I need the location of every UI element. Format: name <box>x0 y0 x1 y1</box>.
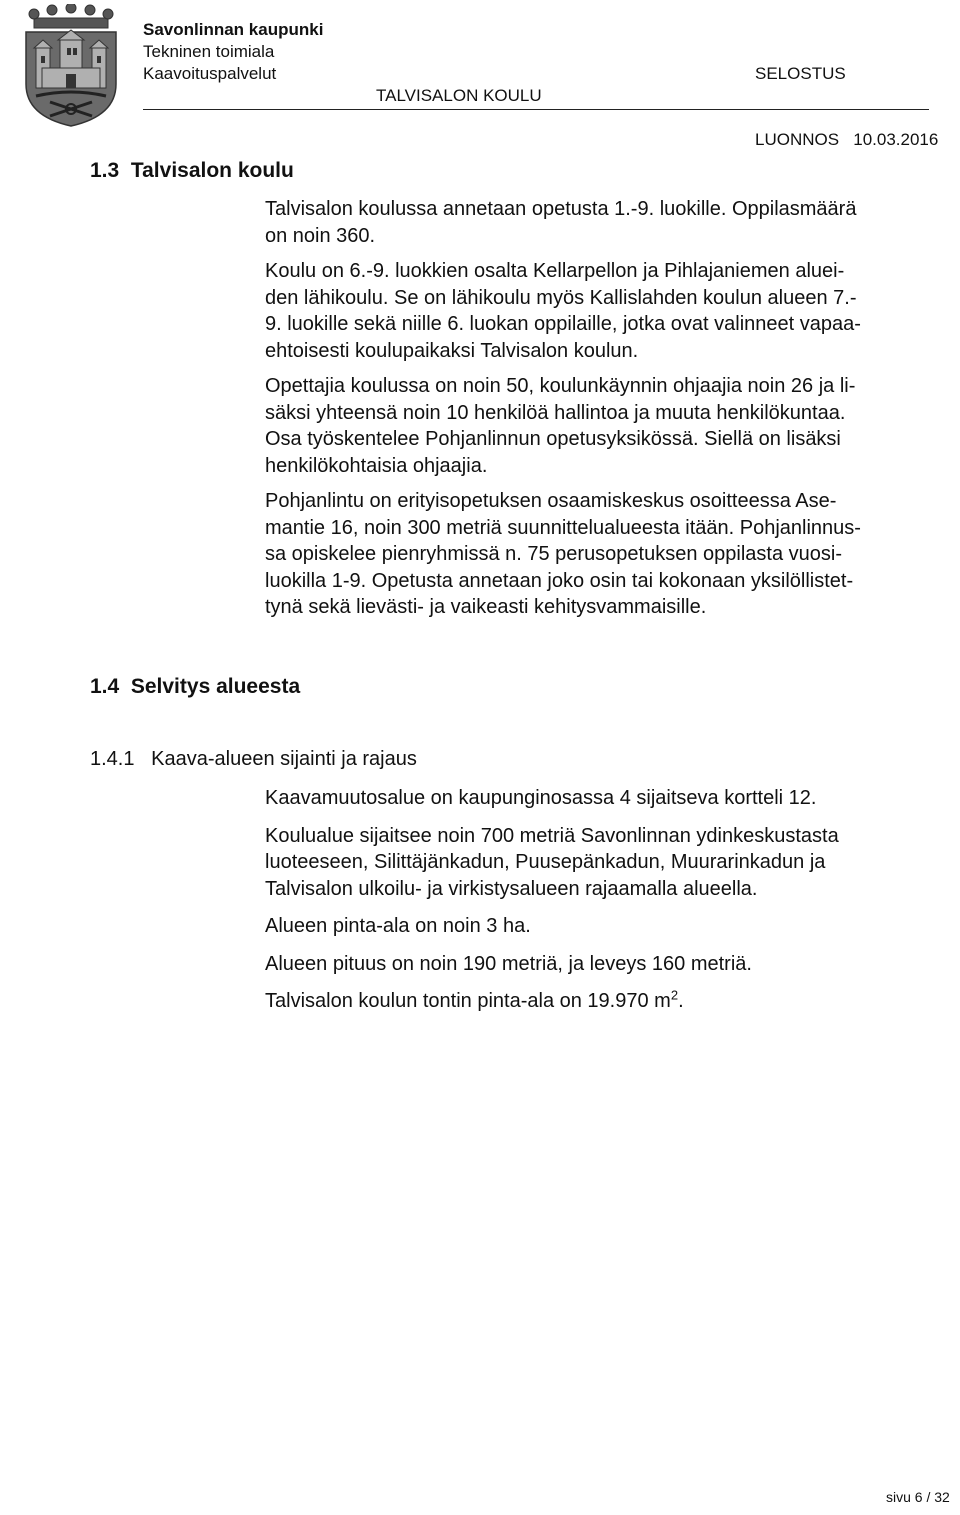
document-type: SELOSTUS <box>755 64 846 83</box>
paragraph: Koulu on 6.-9. luokkien osalta Kellarpellon ja Pihlajaniemen aluei- den lähikoulu. Se on lähikoulu myös Kallislahden koulun alueen 7.- 9. luokille sekä niille 6. luokan oppilaille, jotka ovat valinneet vapaa- ehtoisesti koulupaikaksi Talvisalon koulun. <box>265 260 861 362</box>
header-right <box>755 19 938 173</box>
document-date: 10.03.2016 <box>853 130 939 149</box>
plot-area-text: Talvisalon koulun tontin pinta-ala on 19.970 m <box>265 990 671 1012</box>
paragraph: Koulualue sijaitsee noin 700 metriä Savonlinnan ydinkeskustasta luoteeseen, Silittäjänkadun, Puusepänkadun, Muurarinkadun ja Talvisalon ulkoilu- ja virkistysalueen rajaamalla alueella. <box>265 824 839 900</box>
section-1-3-body <box>265 196 945 621</box>
organization-name: Savonlinnan kaupunki <box>143 20 324 39</box>
section-1-4-1-body <box>265 785 945 1015</box>
paragraph: Pohjanlintu on erityisopetuksen osaamiskeskus osoitteessa Ase- mantie 16, noin 300 metriä suunnittelualueesta itään. Pohjanlinnus- sa opiskelee pienryhmissä n. 75 perusopetuksen oppilasta vuosi- luokilla 1-9. Opetusta annetaan joko osin tai kokonaan yksilöllistet- tynä sekä lievästi- ja vaikeasti kehitysvammaisille. <box>265 490 861 618</box>
section-heading-1-4: 1.4 Selvitys alueesta <box>90 675 301 698</box>
unit-name: Kaavoituspalvelut <box>143 64 277 83</box>
document-title: TALVISALON KOULU <box>376 86 542 105</box>
paragraph-plot-area <box>265 988 945 1015</box>
page-number: sivu 6 / 32 <box>886 1489 950 1505</box>
paragraph: Talvisalon koulussa annetaan opetusta 1.-9. luokille. Oppilasmäärä on noin 360. <box>265 198 857 247</box>
paragraph: Alueen pinta-ala on noin 3 ha. <box>265 915 531 937</box>
superscript-two: 2 <box>670 987 679 1003</box>
section-heading-1-3: 1.3 Talvisalon koulu <box>90 159 294 182</box>
coat-of-arms-icon <box>20 4 122 130</box>
header-divider <box>143 109 929 110</box>
status-and-date <box>755 129 938 151</box>
document-status: LUONNOS <box>755 130 840 149</box>
paragraph: Alueen pituus on noin 190 metriä, ja leveys 160 metriä. <box>265 952 752 975</box>
paragraph: Opettajia koulussa on noin 50, koulunkäynnin ohjaajia noin 26 ja li- säksi yhteensä noin 10 henkilöä hallintoa ja muuta henkilökuntaa. Osa työskentelee Pohjanlinnun opetusyksikössä. Siellä on lisäksi henkilökohtaisia ohjaajia. <box>265 375 856 477</box>
plot-area-period: . <box>678 990 684 1012</box>
section-heading-1-4-1: 1.4.1 Kaava-alueen sijainti ja rajaus <box>90 748 417 770</box>
header-left <box>143 19 323 85</box>
department-name: Tekninen toimiala <box>143 42 275 61</box>
paragraph: Kaavamuutosalue on kaupunginosassa 4 sijaitseva kortteli 12. <box>265 787 817 809</box>
